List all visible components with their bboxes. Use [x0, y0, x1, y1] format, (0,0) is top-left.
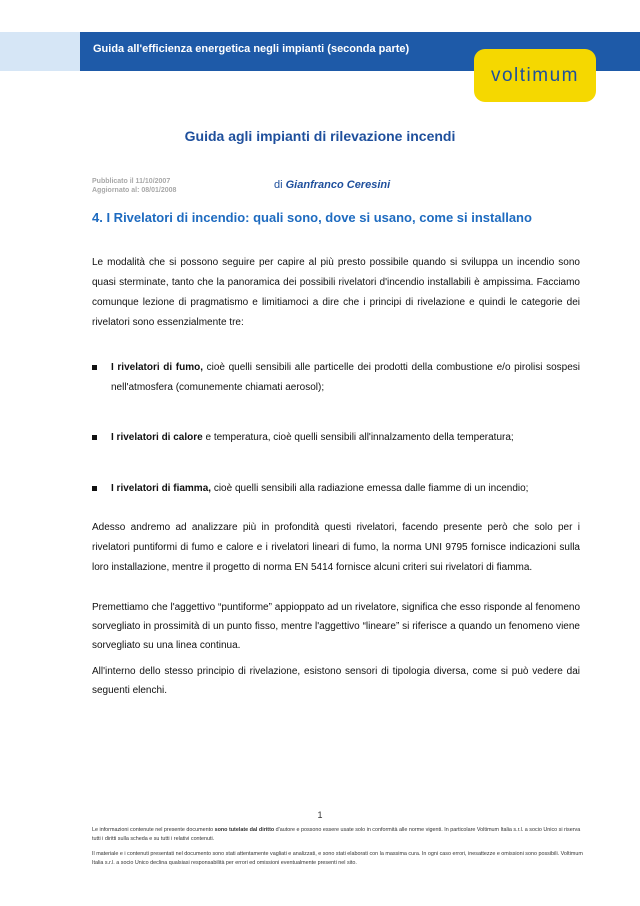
paragraph-analysis: Adesso andremo ad analizzare più in profondità questi rivelatori, facendo presente però che solo per i rivelatori puntiformi di fumo e calore e i rivelatori lineari di fumo, la norma UNI 9795 fornisce indicazioni sulla loro installazione, mentre il progetto di norma EN 5414 fornisce alcuni criteri sui rivelatori di fiamma. — [92, 522, 580, 573]
bullet-square-icon — [92, 486, 97, 491]
bullet-text: cioè quelli sensibili alla radiazione emessa dalle fiamme di un incendio; — [211, 483, 529, 494]
section-heading: 4. I Rivelatori di incendio: quali sono, dove si usano, come si installano — [92, 210, 532, 225]
intro-paragraph: Le modalità che si possono seguire per capire al più presto possibile quando si sviluppa un incendio sono quasi sterminate, tanto che la panoramica dei possibili rivelatori d'incendio installabili è ampissima. Facciamo comunque lezione di pragmatismo e limitiamoci a dire che i principi di rivelazione e quindi le categorie dei rivelatori sono essenzialmente tre: — [92, 257, 580, 328]
bullet-bold: I rivelatori di fumo, — [111, 362, 203, 373]
page-number: 1 — [317, 810, 323, 820]
bullet-bold: I rivelatori di calore — [111, 432, 203, 443]
bullet-square-icon — [92, 435, 97, 440]
author-name: Gianfranco Ceresini — [285, 179, 391, 191]
footer-disclaimer: Il materiale e i contenuti presentati nel documento sono stati attentamente vagliati e analizzati, e sono stati elaborati con la massima cura. In ogni caso errori, inesattezze e omissioni sono possibili. Voltimum Italia s.r.l. a socio Unico declina qualsiasi responsabilità per errori ed omissioni eventualmente presenti nel sito. — [92, 851, 583, 866]
updated-date: Aggiornato al: 08/01/2008 — [92, 187, 177, 194]
bullet-text: cioè quelli sensibili alle particelle dei prodotti della combustione e/o pirolisi sospesi nell'atmosfera (comunemente chiamati aerosol); — [111, 362, 580, 393]
paragraph-puntiforme: Premettiamo che l'aggettivo “puntiforme” appioppato ad un rivelatore, significa che esso risponde al fenomeno sorvegliato in prossimità di un punto fisso, mentre l'aggettivo “lineare” si riferisce a quando un fenomeno viene sorvegliato su una linea continua. — [92, 602, 580, 651]
published-date: Pubblicato il 11/10/2007 — [92, 178, 171, 185]
footer-copyright: Le informazioni contenute nel presente documento sono tutelate dal diritto d'autore e possono essere usate solo in conformità alle norme vigenti. In particolare Voltimum Italia s.r.l. a socio Unico si riserva tutti i diritti sulla scheda e su tutti i relativi contenuti. — [92, 827, 581, 842]
header-title: Guida all'efficienza energetica negli impianti (seconda parte) — [93, 43, 410, 55]
document-title: Guida agli impianti di rilevazione incendi — [184, 128, 456, 144]
voltimum-logo — [474, 49, 596, 102]
bullet-bold: I rivelatori di fiamma, — [111, 483, 212, 494]
author-line — [274, 179, 390, 191]
bullet-square-icon — [92, 365, 97, 370]
header-bar-accent — [0, 32, 80, 71]
publication-meta — [92, 177, 176, 195]
bullet-text: e temperatura, cioè quelli sensibili all'innalzamento della temperatura; — [202, 432, 514, 443]
logo-text: voltimum — [490, 64, 579, 86]
author-prefix: di — [274, 179, 283, 191]
paragraph-sensori: All'interno dello stesso principio di rivelazione, esistono sensori di tipologia diversa, come si può vedere dai seguenti elenchi. — [92, 666, 580, 696]
